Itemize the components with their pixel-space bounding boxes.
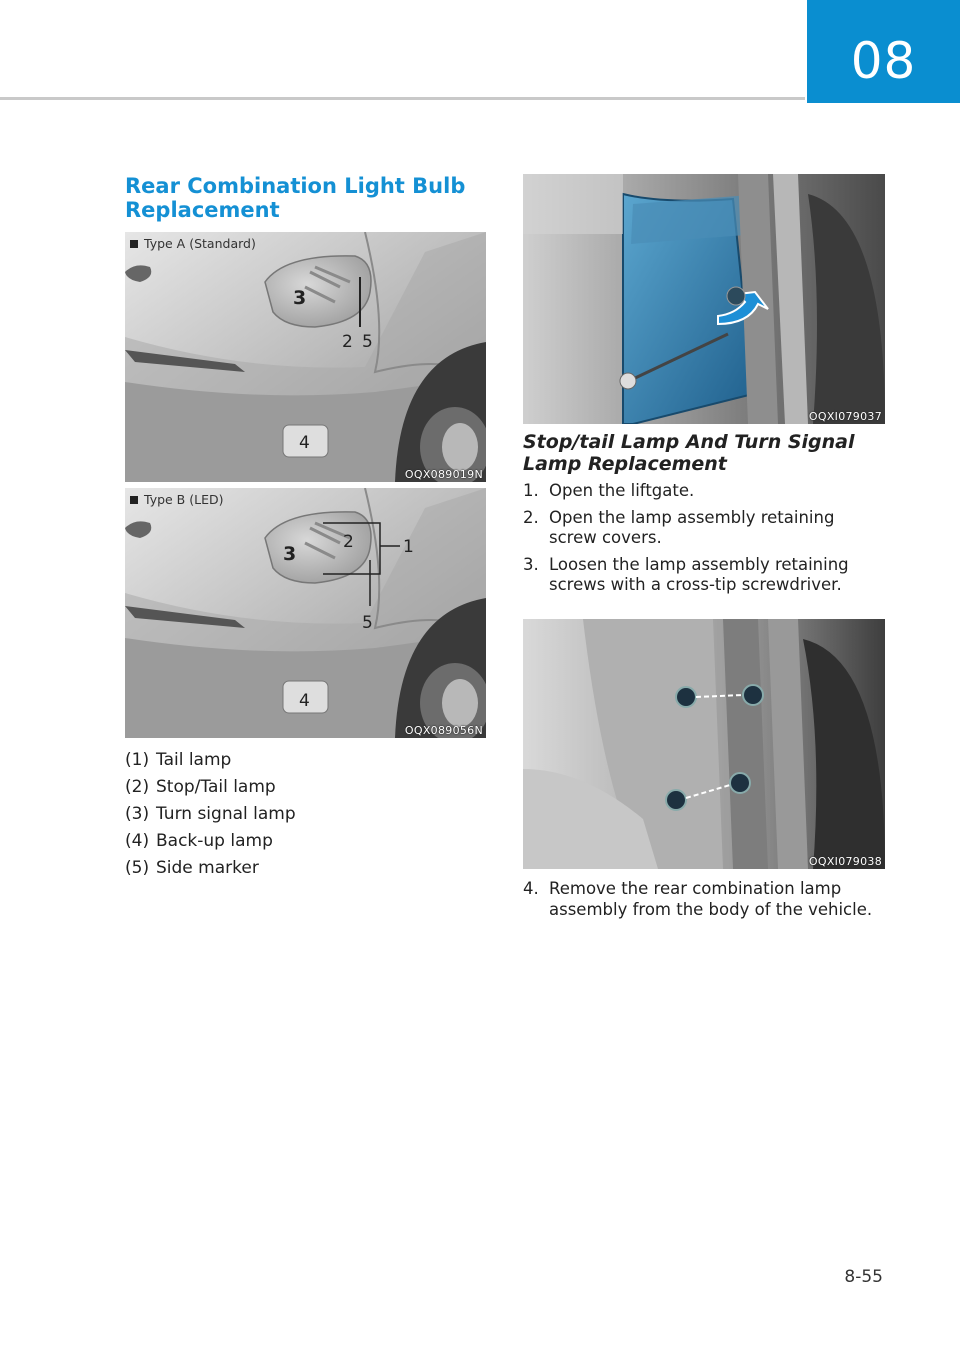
liftgate-lamp-illustration: [523, 174, 885, 424]
part-label: Back-up lamp: [156, 831, 273, 851]
step-text: Open the lamp assembly retaining screw covers.: [549, 507, 835, 547]
step-text: Open the liftgate.: [549, 481, 695, 500]
part-label: Stop/Tail lamp: [156, 777, 276, 797]
list-item: [523, 508, 885, 549]
bullet-square-icon: [130, 240, 138, 248]
figure-code: OQX089056N: [404, 724, 483, 737]
part-number: (1): [125, 750, 150, 770]
callout-b-3: 3: [283, 543, 297, 565]
car-rear-illustration-b: [125, 488, 486, 738]
callout-b-2: 2: [343, 532, 354, 552]
figure-label-type-a: [130, 236, 256, 251]
figure-label-type-b: [130, 492, 223, 507]
chapter-tab: [807, 0, 960, 103]
steps-list-continued: [523, 879, 885, 926]
figure-label-text: Type B (LED): [144, 492, 224, 507]
part-label: Turn signal lamp: [156, 804, 296, 824]
callout-a-2: 2: [342, 332, 353, 352]
step-number: 4.: [523, 879, 539, 898]
callout-a-4: 4: [299, 433, 310, 453]
step-number: 3.: [523, 554, 539, 574]
figure-liftgate: [523, 174, 885, 424]
figure-label-text: Type A (Standard): [144, 236, 256, 251]
figure-type-b: [125, 488, 486, 738]
callout-a-3: 3: [293, 287, 307, 309]
part-number: (3): [125, 804, 150, 824]
figure-code: OQXI079037: [808, 410, 882, 423]
list-item: [125, 828, 485, 855]
list-item: [125, 774, 485, 801]
page-number: 8-55: [844, 1267, 883, 1287]
part-number: (5): [125, 858, 150, 878]
lamp-screws-illustration: [523, 619, 885, 869]
part-number: (2): [125, 777, 150, 797]
figure-code: OQX089019N: [404, 468, 483, 481]
figure-type-a: [125, 232, 486, 482]
step-text: Remove the rear combination lamp assembly from the body of the vehicle.: [549, 879, 873, 919]
list-item: [125, 747, 485, 774]
part-number: (4): [125, 831, 150, 851]
section-title: Rear Combination Light Bulb Replacement: [125, 174, 466, 222]
list-item: [523, 481, 885, 502]
steps-list: [523, 481, 885, 602]
callout-b-5: 5: [362, 613, 373, 633]
callout-b-1: 1: [403, 537, 414, 557]
list-item: [523, 879, 885, 920]
bullet-square-icon: [130, 496, 138, 504]
chapter-number: 08: [850, 31, 917, 90]
list-item: [523, 555, 885, 596]
parts-list: [125, 747, 485, 882]
step-number: 2.: [523, 507, 539, 527]
step-text: Loosen the lamp assembly retaining screws with a cross-tip screwdriver.: [549, 554, 849, 594]
part-label: Tail lamp: [156, 750, 232, 770]
list-item: [125, 801, 485, 828]
figure-code: OQXI079038: [808, 855, 882, 868]
callout-b-4: 4: [299, 691, 310, 711]
part-label: Side marker: [156, 858, 259, 878]
list-item: [125, 855, 485, 882]
step-number: 1.: [523, 481, 539, 500]
header-rule: [0, 97, 805, 100]
callout-a-5: 5: [362, 332, 373, 352]
subsection-title: Stop/tail Lamp And Turn Signal Lamp Replacement: [523, 431, 855, 475]
car-rear-illustration-a: [125, 232, 486, 482]
figure-screws: [523, 619, 885, 869]
